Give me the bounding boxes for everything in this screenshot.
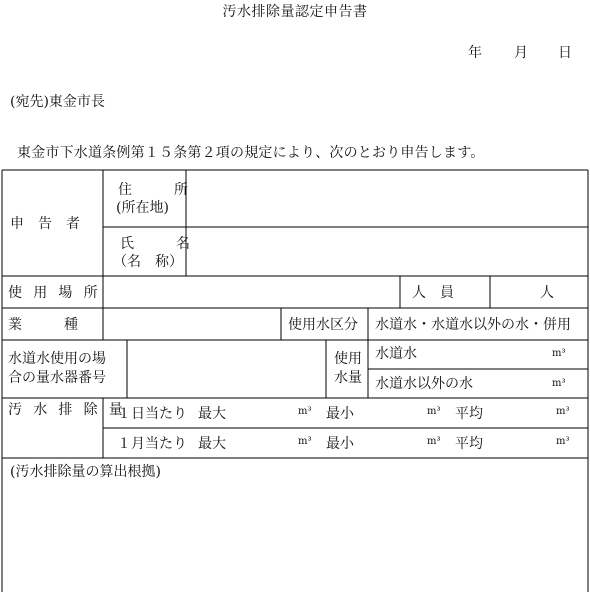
non-tap-water-label: 水道水以外の水 [375, 376, 473, 392]
month-max-label: 最大 [198, 436, 226, 452]
month-avg-label: 平均 [455, 436, 483, 452]
intro-text: 東金市下水道条例第１５条第２項の規定により、次のとおり申告します。 [17, 145, 485, 161]
date-month-label: 月 [514, 45, 528, 61]
non-tap-water-unit: m³ [552, 378, 566, 389]
date-year-label: 年 [468, 45, 482, 61]
basis-label: (汚水排除量の算出根拠) [10, 464, 161, 480]
per-day-label: １日当たり [117, 406, 187, 422]
discharge-label: 汚水排除量 [8, 402, 134, 418]
month-min-label: 最小 [326, 436, 354, 452]
date-day-label: 日 [558, 45, 572, 61]
water-type-label: 使用水区分 [288, 317, 358, 333]
persons-label: 人 員 [412, 285, 454, 301]
month-min-unit: m³ [427, 436, 441, 447]
meter-label-line1: 水道水使用の場 [8, 351, 106, 367]
declarant-label: 申 告 者 [10, 216, 80, 232]
usage-label-line2: 水量 [334, 370, 362, 386]
meter-label-line2: 合の量水器番号 [8, 370, 106, 386]
day-avg-unit: m³ [556, 406, 570, 417]
month-avg-unit: m³ [556, 436, 570, 447]
tap-water-label: 水道水 [375, 346, 417, 362]
day-min-unit: m³ [427, 406, 441, 417]
day-max-unit: m³ [298, 406, 312, 417]
address-sub-label: (所在地) [116, 200, 169, 216]
location-label: 使用場所 [8, 285, 109, 301]
business-label: 業 種 [8, 317, 78, 333]
form-title: 汚水排除量認定申告書 [222, 4, 368, 20]
day-max-label: 最大 [198, 406, 226, 422]
addressee: (宛先)東金市長 [10, 94, 105, 110]
address-label: 住 所 [118, 182, 188, 198]
water-type-options: 水道水・水道水以外の水・併用 [375, 317, 571, 333]
month-max-unit: m³ [298, 436, 312, 447]
day-avg-label: 平均 [455, 406, 483, 422]
persons-unit: 人 [540, 285, 554, 301]
day-min-label: 最小 [326, 406, 354, 422]
usage-label-line1: 使用 [334, 351, 362, 367]
per-month-label: １月当たり [117, 436, 187, 452]
name-sub-label: （名 称） [113, 254, 183, 270]
tap-water-unit: m³ [552, 348, 566, 359]
name-label: 氏 名 [120, 236, 190, 252]
